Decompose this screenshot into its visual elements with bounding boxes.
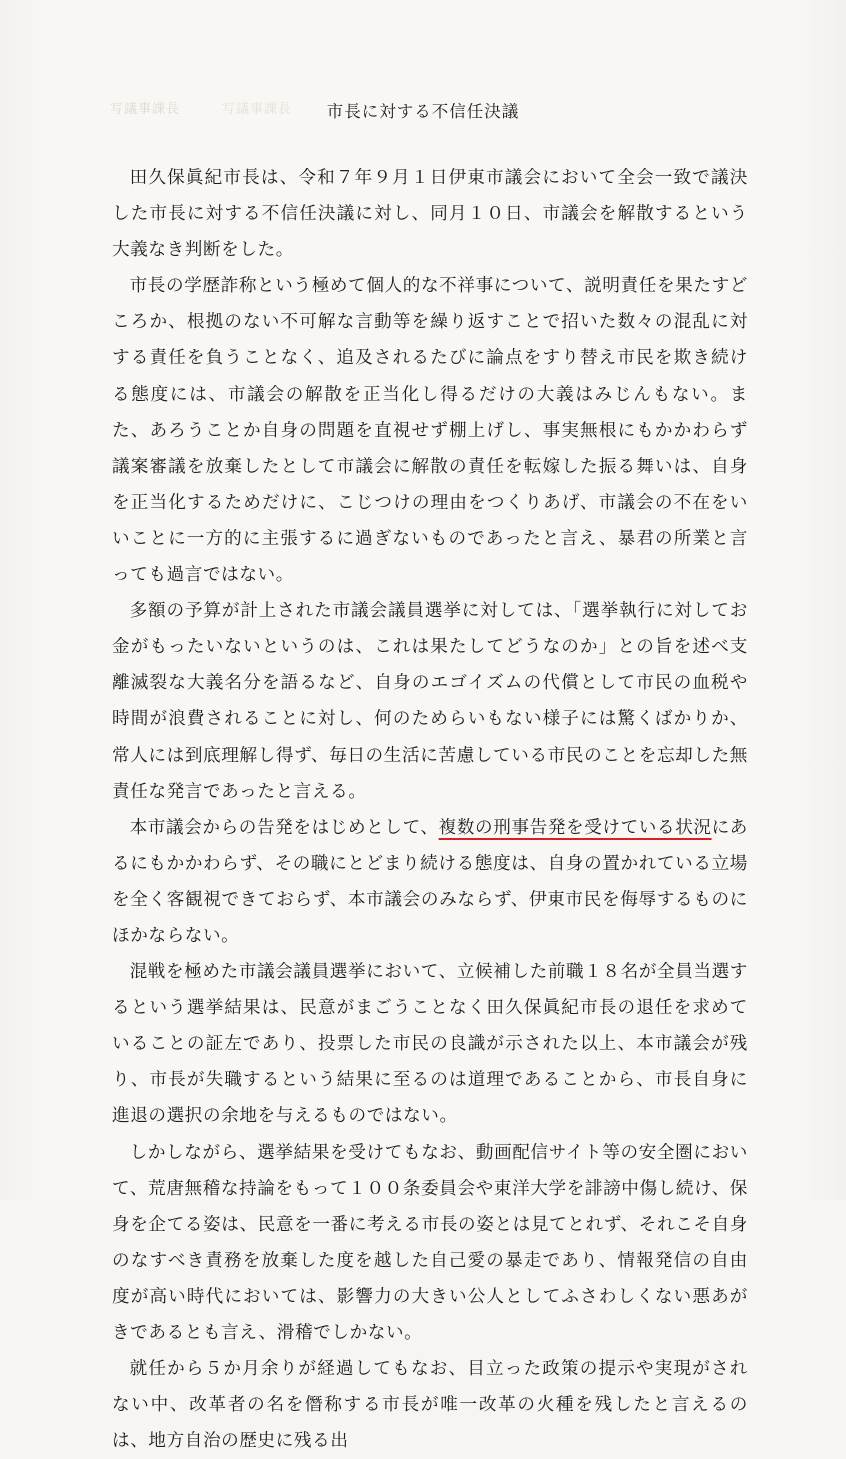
red-underlined-phrase: 複数の刑事告発を受けている状況 <box>438 817 712 838</box>
document-title: 市長に対する不信任決議 <box>326 102 520 121</box>
paragraph-2: 市長の学歴詐称という極めて個人的な不祥事について、説明責任を果たすどころか、根拠のない不可解な言動等を繰り返すことで招いた数々の混乱に対する責任を負うことなく、追及されるたびに論点をすり替え市民を欺き続ける態度には、市議会の解散を正当化し得るだけの大義はみじんもない。また、あろうことか自身の問題を直視せず棚上げし、事実無根にもかかわらず議案審議を放棄したとして市議会に解散の責任を転嫁した振る舞いは、自身を正当化するためだけに、こじつけの理由をつくりあげ、市議会の不在をいいことに一方的に主張するに過ぎないものであったと言え、暴君の所業と言っても過言ではない。 <box>112 276 748 586</box>
paragraph-7: 就任から５か月余りが経過してもなお、目立った政策の提示や実現がされない中、改革者の名を僭称する市長が唯一改革の火種を残したと言えるのは、地方自治の歴史に残る出 <box>112 1359 748 1452</box>
paragraph-1: 田久保眞紀市長は、令和７年９月１日伊東市議会において全会一致で議決した市長に対する不信任決議に対し、同月１０日、市議会を解散するという大義なき判断をした。 <box>112 168 748 261</box>
faint-header-stamp-2: 写議事課長 <box>222 102 293 117</box>
faint-header-stamp: 写議事課長 <box>110 102 181 117</box>
document-body <box>112 160 748 1459</box>
paragraph-4-before: 本市議会からの告発をはじめとして、 <box>129 817 439 838</box>
paragraph-3: 多額の予算が計上された市議会議員選挙に対しては、「選挙執行に対してお金がもったいないというのは、これは果たしてどうなのか」との旨を述べ支離滅裂な大義名分を語るなど、自身のエゴイズムの代償として市民の血税や時間が浪費されることに対し、何のためらいもない様子には驚くばかりか、常人には到底理解し得ず、毎日の生活に苦慮している市民のことを忘却した無責任な発言であったと言える。 <box>112 601 748 802</box>
paragraph-5: 混戦を極めた市議会議員選挙において、立候補した前職１８名が全員当選するという選挙結果は、民意がまごうことなく田久保眞紀市長の退任を求めていることの証左であり、投票した市民の良識が示された以上、本市議会が残り、市長が失職するという結果に至るのは道理であることから、市長自身に進退の選択の余地を与えるものではない。 <box>112 962 748 1127</box>
paragraph-6: しかしながら、選挙結果を受けてもなお、動画配信サイト等の安全圏において、荒唐無稽な持論をもって１００条委員会や東洋大学を誹謗中傷し続け、保身を企てる姿は、民意を一番に考える市長の姿とは見てとれず、それこそ自身のなすべき責務を放棄した度を越した自己愛の暴走であり、情報発信の自由度が高い時代においては、影響力の大きい公人としてふさわしくない悪あがきであるとも言え、滑稽でしかない。 <box>112 1142 748 1343</box>
paragraph-4-after: にあるにもかかわらず、その職にとどまり続ける態度は、自身の置かれている立場を全く客観視できておらず、本市議会のみならず、伊東市民を侮辱するものにほかならない。 <box>112 817 749 946</box>
paragraph-4 <box>112 810 748 954</box>
